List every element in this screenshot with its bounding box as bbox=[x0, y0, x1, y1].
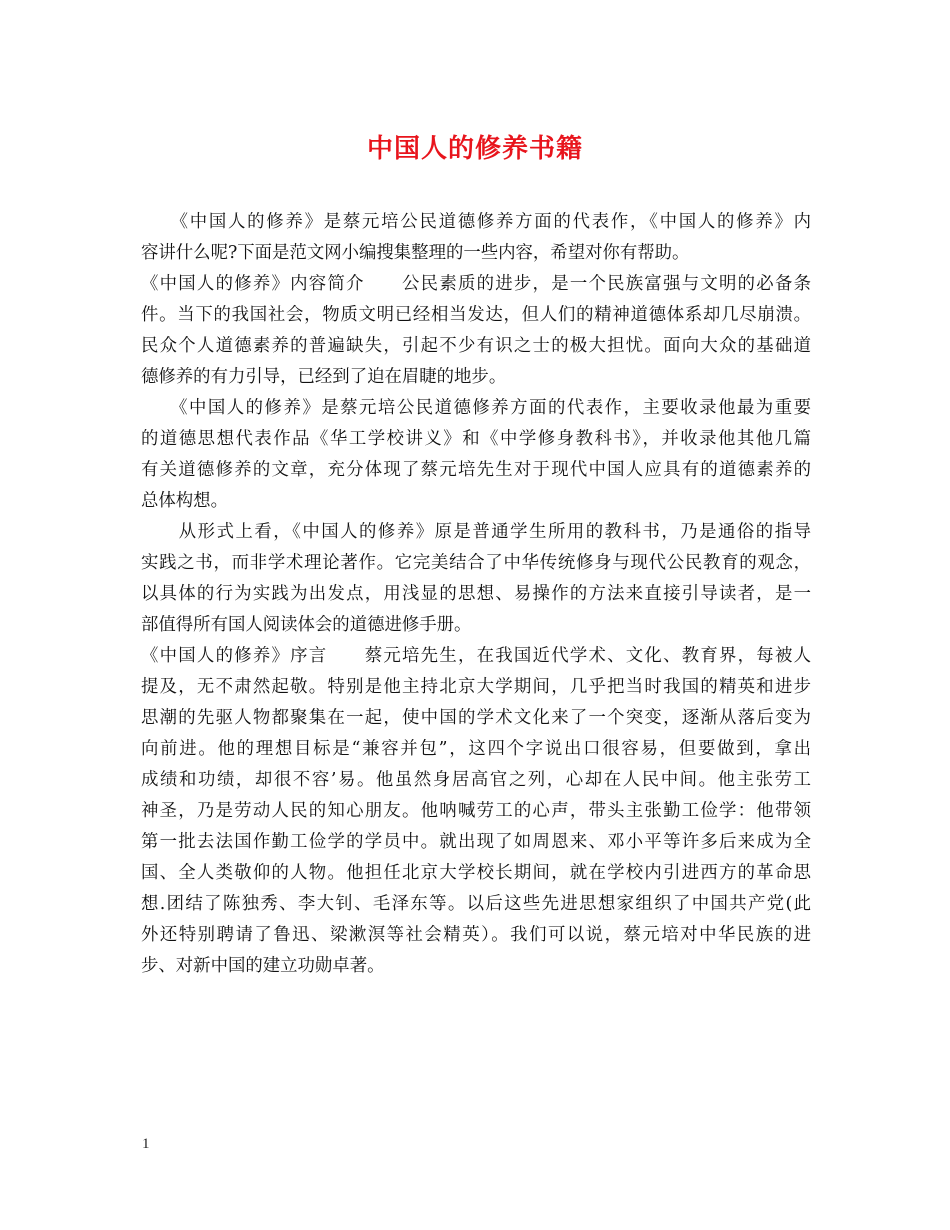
body-text-line: 第一批去法国作勤工俭学的学员中。就出现了如周恩来、邓小平等许多后来成为全 bbox=[141, 832, 811, 852]
body-text-line: 件。当下的我国社会，物质文明已经相当发达，但人们的精神道德体系却几尽崩溃。 bbox=[141, 305, 811, 325]
body-text-line: 总体构想。 bbox=[141, 491, 228, 511]
body-text-line: 神圣，乃是劳动人民的知心朋友。他呐喊劳工的心声，带头主张勤工俭学：他带领 bbox=[141, 801, 811, 821]
document-body bbox=[141, 207, 811, 982]
body-text-line: 有关道德修养的文章，充分体现了蔡元培先生对于现代中国人应具有的道德素养的 bbox=[141, 460, 811, 480]
body-text-line: 思潮的先驱人物都聚集在一起，使中国的学术文化来了一个突变，逐渐从落后变为 bbox=[141, 708, 811, 728]
body-text-line: 外还特别聘请了鲁迅、梁漱溟等社会精英）。我们可以说，蔡元培对中华民族的进 bbox=[141, 925, 811, 945]
body-text-line: 想.团结了陈独秀、李大钊、毛泽东等。以后这些先进思想家组织了中国共产党(此 bbox=[141, 894, 811, 914]
document-title: 中国人的修养书籍 bbox=[366, 134, 583, 164]
body-text-line: 从形式上看，《中国人的修养》原是普通学生所用的教科书，乃是通俗的指导 bbox=[141, 522, 811, 542]
body-text-line: 德修养的有力引导，已经到了迫在眉睫的地步。 bbox=[141, 367, 507, 387]
body-text-line: 国、全人类敬仰的人物。他担任北京大学校长期间，就在学校内引进西方的革命思 bbox=[141, 863, 811, 883]
body-text-line: 提及，无不肃然起敬。特别是他主持北京大学期间，几乎把当时我国的精英和进步 bbox=[141, 677, 811, 697]
body-text-line: 部值得所有国人阅读体会的道德进修手册。 bbox=[141, 615, 472, 635]
page-number: 1 bbox=[142, 1136, 150, 1152]
body-text-line: 容讲什么呢?下面是范文网小编搜集整理的一些内容，希望对你有帮助。 bbox=[141, 243, 690, 263]
body-text-line: 的道德思想代表作品《华工学校讲义》和《中学修身教科书》，并收录他其他几篇 bbox=[141, 429, 811, 449]
body-text-line: 民众个人道德素养的普遍缺失，引起不少有识之士的极大担忧。面向大众的基础道 bbox=[141, 336, 811, 356]
body-text-line: 成绩和功绩，却很不容’易。他虽然身居高官之列，心却在人民中间。他主张劳工 bbox=[141, 770, 811, 790]
body-text-line: 向前进。他的理想目标是“兼容并包”，这四个字说出口很容易，但要做到，拿出 bbox=[141, 739, 811, 759]
body-text-line: 《中国人的修养》是蔡元培公民道德修养方面的代表作，《中国人的修养》内 bbox=[141, 212, 811, 232]
body-text-line: 以具体的行为实践为出发点，用浅显的思想、易操作的方法来直接引导读者，是一 bbox=[141, 584, 811, 604]
body-text-line: 实践之书，而非学术理论著作。它完美结合了中华传统修身与现代公民教育的观念， bbox=[141, 553, 811, 573]
body-text-line: 《中国人的修养》是蔡元培公民道德修养方面的代表作，主要收录他最为重要 bbox=[141, 398, 811, 418]
body-text-line: 《中国人的修养》内容简介 公民素质的进步，是一个民族富强与文明的必备条 bbox=[141, 274, 811, 294]
body-text-line: 《中国人的修养》序言 蔡元培先生，在我国近代学术、文化、教育界，每被人 bbox=[141, 646, 811, 666]
body-text-line: 步、对新中国的建立功勋卓著。 bbox=[141, 956, 385, 976]
